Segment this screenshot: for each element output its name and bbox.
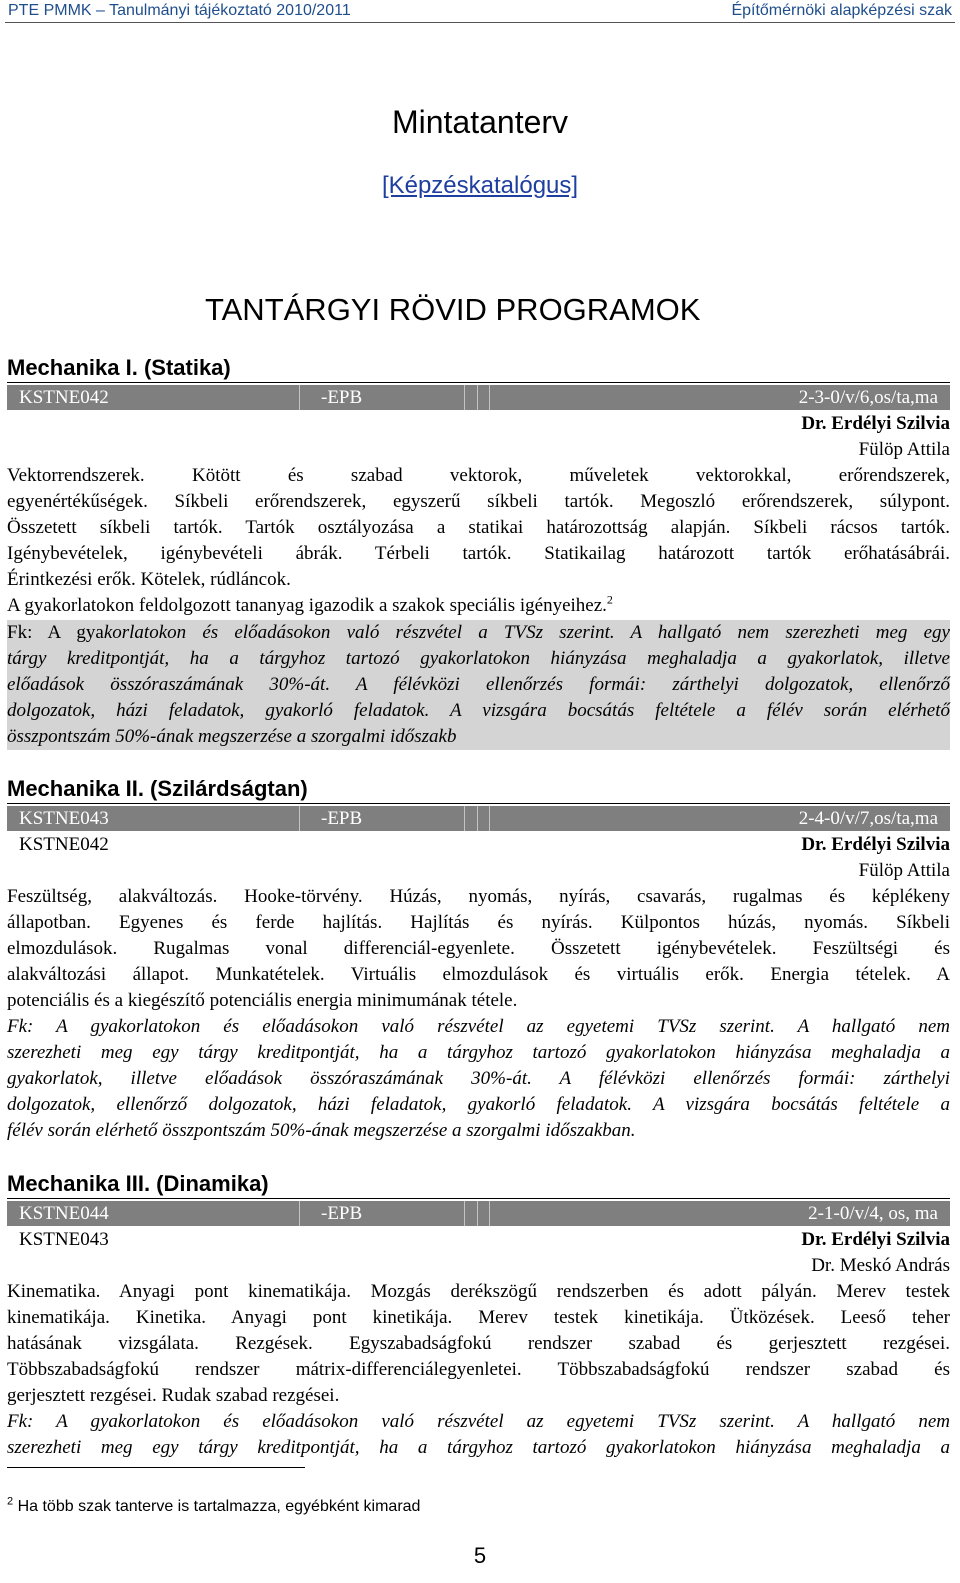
bar-separator	[299, 806, 300, 831]
catalog-link[interactable]: [Képzéskatalógus]	[381, 172, 579, 199]
requirements-line	[7, 620, 950, 646]
course-type: -EPB	[321, 387, 363, 408]
lecturer: Dr. Erdélyi Szilvia	[801, 1229, 950, 1250]
requirements-line: dolgozatok, ellenőrző dolgozatok, házi feladatok, gyakorló feladatok. A vizsgára bocsátás feltétele a	[7, 1094, 950, 1115]
requirements-line: tárgy kreditpontját, ha a tárgyhoz tartozó gyakorlatokon hiányzása meghaladja a gyakorlatok, illetve	[7, 646, 950, 672]
requirements-line: előadások összóraszámának 30%-át. A félévközi ellenőrzés formái: zárthelyi dolgozatok, ellenőrző	[7, 672, 950, 698]
document-title: Mintatanterv	[391, 104, 569, 140]
course-title: Mechanika I. (Statika)	[7, 355, 231, 380]
bar-separator	[489, 806, 490, 831]
header-divider	[5, 22, 955, 23]
bar-separator	[477, 806, 478, 831]
lecturer: Dr. Erdélyi Szilvia	[801, 413, 950, 434]
content-line: Vektorrendszerek. Kötött és szabad vektorok, műveletek vektorokkal, erőrendszerek,	[7, 465, 950, 486]
bar-separator	[489, 1201, 490, 1226]
footnote-mark: 2	[7, 1495, 14, 1508]
course-title: Mechanika II. (Szilárdságtan)	[7, 776, 308, 801]
lecturer: Fülöp Attila	[858, 439, 950, 460]
course-code-bar	[7, 1201, 950, 1226]
requirements-line: Fk: A gyakorlatokon és előadásokon való részvétel az egyetemi TVSz szerint. A hallgató nem	[7, 1016, 950, 1037]
note-text: A gyakorlatokon feldolgozott tananyag igazodik a szakok speciális igényeihez.	[7, 595, 607, 616]
requirements-prefix: Fk: A gya	[7, 622, 104, 643]
footnote-text: Ha több szak tanterve is tartalmazza, egyébként kimarad	[17, 1498, 421, 1515]
requirements-line: szerezheti meg egy tárgy kreditpontját, ha a tárgyhoz tartozó gyakorlatokon hiányzása meghaladja a	[7, 1042, 950, 1063]
course-title-rule	[7, 382, 950, 383]
footnote-rule	[7, 1467, 305, 1468]
course-code: KSTNE043	[19, 808, 109, 829]
header-left: PTE PMMK – Tanulmányi tájékoztató 2010/2011	[8, 2, 351, 19]
requirements-line: Fk: A gyakorlatokon és előadásokon való részvétel az egyetemi TVSz szerint. A hallgató nem	[7, 1411, 950, 1432]
lecturer: Dr. Erdélyi Szilvia	[801, 834, 950, 855]
content-line: alakváltozási állapot. Munkatételek. Virtuális elmozdulások és virtuális erők. Energia tételek. A	[7, 964, 950, 985]
requirements-line: dolgozatok, házi feladatok, gyakorló feladatok. A vizsgára bocsátás feltétele a félév során elérhető	[7, 698, 950, 724]
requirements-line: gyakorlatok, illetve előadások összóraszámának 30%-át. A félévközi ellenőrzés formái: zárthelyi	[7, 1068, 950, 1089]
bar-separator	[464, 1201, 465, 1226]
course-hours: 2-1-0/v/4, os, ma	[808, 1203, 938, 1224]
content-line: Feszültség, alakváltozás. Hooke-törvény. Húzás, nyomás, nyírás, csavarás, rugalmas és képlékeny	[7, 886, 950, 907]
prerequisite-code: KSTNE042	[19, 834, 109, 855]
content-line: gerjesztett rezgései. Rudak szabad rezgései.	[7, 1385, 340, 1406]
content-line: Összetett síkbeli tartók. Tartók osztályozása a statikai határozottság alapján. Síkbeli rácsos tartók.	[7, 517, 950, 538]
content-line: potenciális és a kiegészítő potenciális energia minimumának tétele.	[7, 990, 518, 1011]
course-code-bar	[7, 385, 950, 410]
requirements-line: összpontszám 50%-ának megszerzése a szorgalmi időszakb	[7, 724, 950, 750]
bar-separator	[464, 806, 465, 831]
requirements-text: korlatokon és előadásokon való részvétel a TVSz szerint. A hallgató nem szerezheti meg egy	[103, 622, 950, 643]
content-line: elmozdulások. Rugalmas vonal differenciál-egyenlete. Összetett igénybevételek. Feszültségi és	[7, 938, 950, 959]
lecturer: Fülöp Attila	[858, 860, 950, 881]
content-line: Igénybevételek, igénybevételi ábrák. Térbeli tartók. Statikailag határozott tartók erőhatásábrái.	[7, 543, 950, 564]
specialization-note	[7, 593, 950, 619]
content-line: kinematikája. Kinetika. Anyagi pont kinetikája. Merev testek kinetikája. Ütközések. Leeső teher	[7, 1307, 950, 1328]
lecturer: Dr. Meskó András	[811, 1255, 950, 1276]
bar-separator	[299, 385, 300, 410]
course-hours: 2-3-0/v/6,os/ta,ma	[798, 387, 938, 408]
content-line: Kinematika. Anyagi pont kinematikája. Mozgás derékszögű rendszerben és adott pályán. Merev testek	[7, 1281, 950, 1302]
course-code: KSTNE044	[19, 1203, 109, 1224]
prerequisite-code: KSTNE043	[19, 1229, 109, 1250]
requirements-line: szerezheti meg egy tárgy kreditpontját, ha a tárgyhoz tartozó gyakorlatokon hiányzása meghaladja a	[7, 1437, 950, 1458]
content-line: Érintkezési erők. Kötelek, rúdláncok.	[7, 569, 291, 590]
content-line: Többszabadságfokú rendszer mátrix-differenciálegyenletei. Többszabadságfokú rendszer szabad és	[7, 1359, 950, 1380]
bar-separator	[464, 385, 465, 410]
content-line: hatásának vizsgálata. Rezgések. Egyszabadságfokú rendszer szabad és gerjesztett rezgései.	[7, 1333, 950, 1354]
course-hours: 2-4-0/v/7,os/ta,ma	[798, 808, 938, 829]
course-type: -EPB	[321, 1203, 363, 1224]
header-right: Építőmérnöki alapképzési szak	[731, 2, 952, 19]
bar-separator	[299, 1201, 300, 1226]
content-line: állapotban. Egyenes és ferde hajlítás. Hajlítás és nyírás. Külpontos húzás, nyomás. Síkbeli	[7, 912, 950, 933]
course-code-bar	[7, 806, 950, 831]
requirements-line: félév során elérhető összpontszám 50%-ának megszerzése a szorgalmi időszakban.	[7, 1120, 636, 1141]
bar-separator	[489, 385, 490, 410]
bar-separator	[477, 385, 478, 410]
content-line: egyenértékűségek. Síkbeli erőrendszerek, egyszerű síkbeli tartók. Megoszló erőrendszerek, súlypont.	[7, 491, 950, 512]
course-title-rule	[7, 1198, 950, 1199]
course-type: -EPB	[321, 808, 363, 829]
course-title: Mechanika III. (Dinamika)	[7, 1171, 269, 1196]
page-number: 5	[473, 1543, 487, 1568]
footnote	[7, 1495, 421, 1516]
bar-separator	[477, 1201, 478, 1226]
course-code: KSTNE042	[19, 387, 109, 408]
course-title-rule	[7, 803, 950, 804]
footnote-ref[interactable]: 2	[606, 592, 613, 607]
section-heading: TANTÁRGYI RÖVID PROGRAMOK	[205, 292, 701, 327]
